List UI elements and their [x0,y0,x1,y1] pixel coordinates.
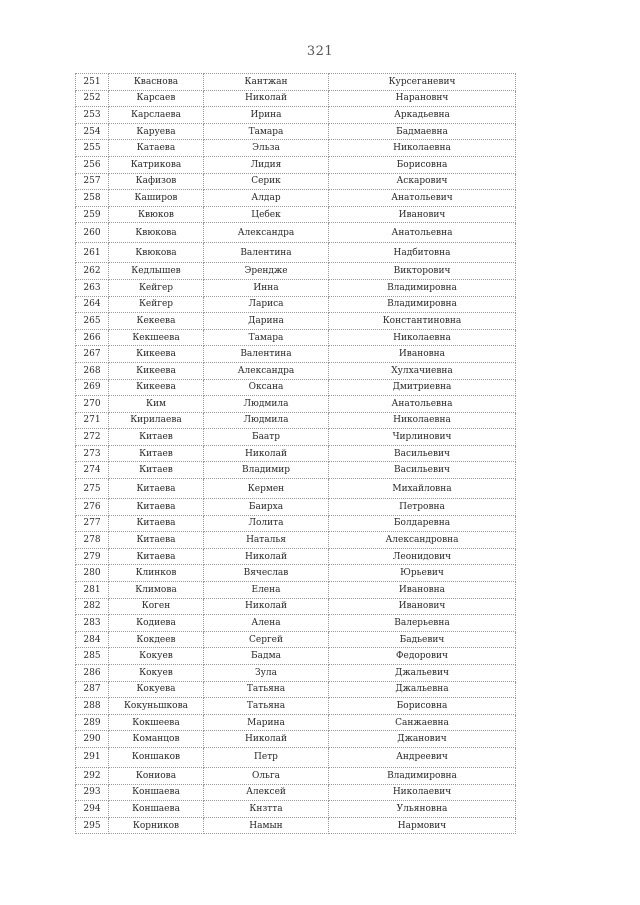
table-row [76,731,516,748]
table-row [76,598,516,615]
table-row [76,206,516,223]
table-row [76,548,516,565]
patronymic-cell: Джальевна [329,681,516,698]
surname-cell: Кокуева [109,681,204,698]
row-number: 252 [76,90,109,107]
table-row [76,801,516,818]
surname-cell: Коген [109,598,204,615]
given-name-cell: Кнзтта [204,801,329,818]
table-row [76,243,516,263]
given-name-cell: Татьяна [204,698,329,715]
patronymic-cell: Аркадьевна [329,107,516,124]
roster-table [75,73,516,834]
given-name-cell: Владимир [204,462,329,479]
row-number: 283 [76,615,109,632]
given-name-cell: Валентина [204,346,329,363]
patronymic-cell: Валерьевна [329,615,516,632]
row-number: 282 [76,598,109,615]
patronymic-cell: Константиновна [329,313,516,330]
surname-cell: Квюкова [109,243,204,263]
table-row [76,532,516,549]
given-name-cell: Николай [204,445,329,462]
given-name-cell: Вячеслав [204,565,329,582]
patronymic-cell: Леонидович [329,548,516,565]
patronymic-cell: Анатольевич [329,190,516,207]
patronymic-cell: Бадьевич [329,631,516,648]
table-row [76,123,516,140]
patronymic-cell: Санжаевна [329,714,516,731]
row-number: 274 [76,462,109,479]
table-row [76,767,516,784]
surname-cell: Кикеева [109,379,204,396]
given-name-cell: Кермен [204,479,329,499]
row-number: 288 [76,698,109,715]
table-row [76,74,516,91]
patronymic-cell: Николаевна [329,329,516,346]
surname-cell: Кейгер [109,279,204,296]
given-name-cell: Александра [204,223,329,243]
table-row [76,499,516,516]
surname-cell: Кокдеев [109,631,204,648]
patronymic-cell: Федорович [329,648,516,665]
row-number: 268 [76,362,109,379]
patronymic-cell: Болдаревна [329,515,516,532]
row-number: 272 [76,429,109,446]
row-number: 255 [76,140,109,157]
table-row [76,412,516,429]
given-name-cell: Зула [204,665,329,682]
table-row [76,346,516,363]
table-row [76,747,516,767]
row-number: 262 [76,263,109,280]
patronymic-cell: Васильевич [329,462,516,479]
given-name-cell: Баирха [204,499,329,516]
given-name-cell: Сергей [204,631,329,648]
table-row [76,223,516,243]
row-number: 277 [76,515,109,532]
patronymic-cell: Николаевна [329,140,516,157]
patronymic-cell: Викторович [329,263,516,280]
row-number: 285 [76,648,109,665]
surname-cell: Карслаева [109,107,204,124]
given-name-cell: Александра [204,362,329,379]
table-row [76,362,516,379]
table-row [76,329,516,346]
patronymic-cell: Александровна [329,532,516,549]
table-row [76,445,516,462]
table-row [76,313,516,330]
given-name-cell: Татьяна [204,681,329,698]
row-number: 273 [76,445,109,462]
patronymic-cell: Петровна [329,499,516,516]
row-number: 259 [76,206,109,223]
patronymic-cell: Иванович [329,206,516,223]
given-name-cell: Лолита [204,515,329,532]
row-number: 264 [76,296,109,313]
patronymic-cell: Юрьевич [329,565,516,582]
patronymic-cell: Ивановна [329,346,516,363]
row-number: 260 [76,223,109,243]
surname-cell: Кедлышев [109,263,204,280]
row-number: 294 [76,801,109,818]
row-number: 281 [76,582,109,599]
row-number: 261 [76,243,109,263]
surname-cell: Кекеева [109,313,204,330]
table-row [76,279,516,296]
given-name-cell: Кантжан [204,74,329,91]
row-number: 271 [76,412,109,429]
given-name-cell: Цебек [204,206,329,223]
given-name-cell: Намын [204,817,329,834]
surname-cell: Кодиева [109,615,204,632]
patronymic-cell: Владимировна [329,279,516,296]
surname-cell: Китаева [109,499,204,516]
table-row [76,681,516,698]
row-number: 292 [76,767,109,784]
surname-cell: Кваснова [109,74,204,91]
row-number: 278 [76,532,109,549]
table-row [76,817,516,834]
patronymic-cell: Курсеганевич [329,74,516,91]
patronymic-cell: Николаевич [329,784,516,801]
patronymic-cell: Васильевич [329,445,516,462]
given-name-cell: Оксана [204,379,329,396]
row-number: 279 [76,548,109,565]
surname-cell: Кирилаева [109,412,204,429]
patronymic-cell: Джальевич [329,665,516,682]
patronymic-cell: Иванович [329,598,516,615]
surname-cell: Кафизов [109,173,204,190]
patronymic-cell: Андреевич [329,747,516,767]
table-row [76,107,516,124]
table-row [76,698,516,715]
surname-cell: Кекшеева [109,329,204,346]
table-row [76,479,516,499]
given-name-cell: Николай [204,598,329,615]
surname-cell: Китаева [109,479,204,499]
row-number: 253 [76,107,109,124]
given-name-cell: Дарина [204,313,329,330]
given-name-cell: Баатр [204,429,329,446]
surname-cell: Кониова [109,767,204,784]
surname-cell: Кокуньшкова [109,698,204,715]
table-row [76,565,516,582]
surname-cell: Карсаев [109,90,204,107]
patronymic-cell: Борисовна [329,698,516,715]
table-row [76,173,516,190]
given-name-cell: Тамара [204,123,329,140]
patronymic-cell: Николаевна [329,412,516,429]
table-row [76,296,516,313]
table-row [76,462,516,479]
given-name-cell: Алдар [204,190,329,207]
surname-cell: Команцов [109,731,204,748]
surname-cell: Катрикова [109,156,204,173]
surname-cell: Коншаева [109,801,204,818]
patronymic-cell: Борисовна [329,156,516,173]
row-number: 284 [76,631,109,648]
given-name-cell: Инна [204,279,329,296]
surname-cell: Ким [109,396,204,413]
surname-cell: Каширов [109,190,204,207]
surname-cell: Коншаева [109,784,204,801]
surname-cell: Кокшеева [109,714,204,731]
table-row [76,140,516,157]
patronymic-cell: Анатольевна [329,396,516,413]
surname-cell: Коншаков [109,747,204,767]
row-number: 291 [76,747,109,767]
patronymic-cell: Чирлинович [329,429,516,446]
roster-body [76,74,516,834]
row-number: 254 [76,123,109,140]
surname-cell: Кикеева [109,362,204,379]
given-name-cell: Тамара [204,329,329,346]
given-name-cell: Лидия [204,156,329,173]
surname-cell: Кикеева [109,346,204,363]
patronymic-cell: Нармович [329,817,516,834]
patronymic-cell: Ульяновна [329,801,516,818]
given-name-cell: Людмила [204,396,329,413]
patronymic-cell: Владимировна [329,767,516,784]
given-name-cell: Ольга [204,767,329,784]
patronymic-cell: Ивановна [329,582,516,599]
given-name-cell: Алексей [204,784,329,801]
given-name-cell: Серик [204,173,329,190]
table-row [76,190,516,207]
table-row [76,582,516,599]
surname-cell: Китаева [109,515,204,532]
row-number: 265 [76,313,109,330]
row-number: 287 [76,681,109,698]
row-number: 267 [76,346,109,363]
surname-cell: Катаева [109,140,204,157]
row-number: 258 [76,190,109,207]
surname-cell: Китаев [109,445,204,462]
surname-cell: Климова [109,582,204,599]
row-number: 286 [76,665,109,682]
table-row [76,263,516,280]
given-name-cell: Наталья [204,532,329,549]
given-name-cell: Николай [204,548,329,565]
patronymic-cell: Дмитриевна [329,379,516,396]
surname-cell: Китаева [109,532,204,549]
row-number: 280 [76,565,109,582]
page-number: 321 [306,44,334,59]
row-number: 251 [76,74,109,91]
table-row [76,615,516,632]
table-row [76,90,516,107]
table-row [76,429,516,446]
patronymic-cell: Надбитовна [329,243,516,263]
table-row [76,784,516,801]
table-row [76,648,516,665]
table-row [76,515,516,532]
surname-cell: Квюкова [109,223,204,243]
given-name-cell: Елена [204,582,329,599]
given-name-cell: Марина [204,714,329,731]
surname-cell: Китаев [109,429,204,446]
patronymic-cell: Анатольевна [329,223,516,243]
patronymic-cell: Хулхачиевна [329,362,516,379]
surname-cell: Китаев [109,462,204,479]
given-name-cell: Ларисa [204,296,329,313]
table-row [76,631,516,648]
surname-cell: Клинков [109,565,204,582]
given-name-cell: Николай [204,731,329,748]
patronymic-cell: Джанович [329,731,516,748]
surname-cell: Китаева [109,548,204,565]
row-number: 266 [76,329,109,346]
row-number: 293 [76,784,109,801]
given-name-cell: Алена [204,615,329,632]
patronymic-cell: Бадмаевна [329,123,516,140]
row-number: 290 [76,731,109,748]
patronymic-cell: Аскарович [329,173,516,190]
surname-cell: Квюков [109,206,204,223]
patronymic-cell: Владимировна [329,296,516,313]
row-number: 275 [76,479,109,499]
given-name-cell: Эльза [204,140,329,157]
surname-cell: Кейгер [109,296,204,313]
given-name-cell: Николай [204,90,329,107]
patronymic-cell: Нарановнч [329,90,516,107]
surname-cell: Кокуев [109,648,204,665]
row-number: 295 [76,817,109,834]
given-name-cell: Валентина [204,243,329,263]
surname-cell: Корников [109,817,204,834]
given-name-cell: Петр [204,747,329,767]
given-name-cell: Людмила [204,412,329,429]
table-row [76,379,516,396]
row-number: 257 [76,173,109,190]
row-number: 270 [76,396,109,413]
surname-cell: Каруева [109,123,204,140]
row-number: 263 [76,279,109,296]
given-name-cell: Эрендже [204,263,329,280]
patronymic-cell: Михайловна [329,479,516,499]
table-row [76,396,516,413]
surname-cell: Кокуев [109,665,204,682]
table-row [76,156,516,173]
given-name-cell: Ирина [204,107,329,124]
table-row [76,714,516,731]
table-row [76,665,516,682]
row-number: 269 [76,379,109,396]
given-name-cell: Бадма [204,648,329,665]
row-number: 276 [76,499,109,516]
row-number: 289 [76,714,109,731]
row-number: 256 [76,156,109,173]
